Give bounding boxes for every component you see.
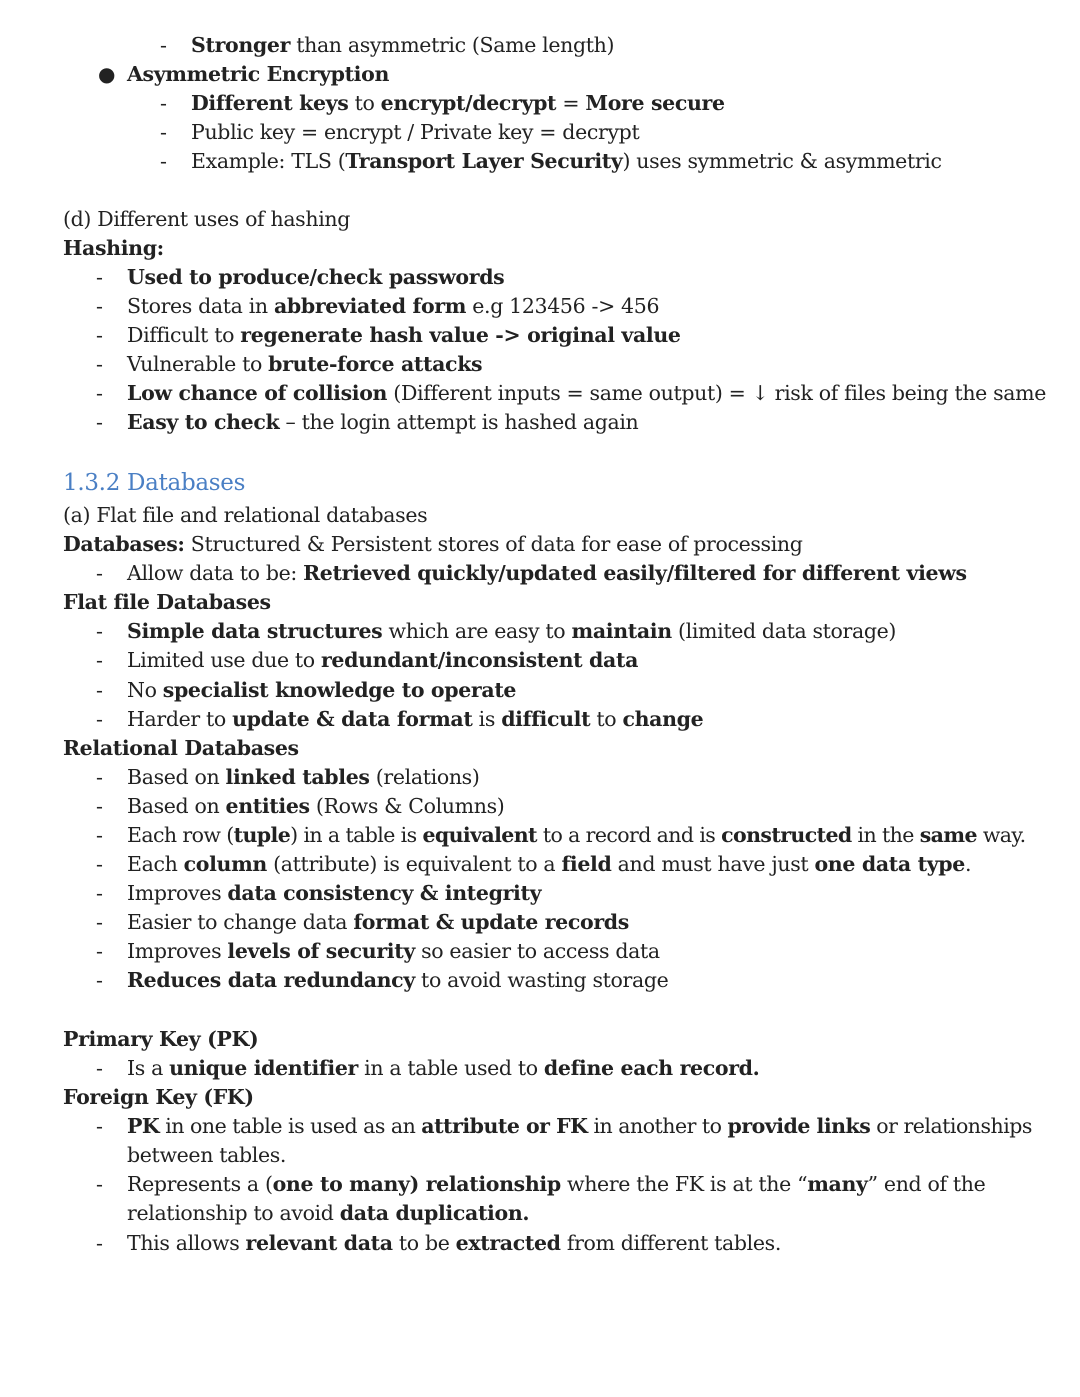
text-segment: redundant/inconsistent data [320,648,638,672]
text-segment: same [919,823,977,847]
list-dash: - [96,1114,103,1138]
hashing-item [127,408,638,437]
list-dash: - [96,881,103,905]
text-segment: abbreviated form [273,294,467,318]
foreign-key-item [127,1229,781,1258]
text-segment: equivalent [422,823,537,847]
text-segment: extracted [455,1231,561,1255]
text-segment: to [348,91,381,115]
text-segment: format & update records [353,910,629,934]
relational-item [127,821,1026,850]
text-segment: attribute or FK [421,1114,588,1138]
text-segment: Improves [127,881,228,905]
list-dash: - [96,619,103,643]
text-segment: from different tables. [560,1231,782,1255]
text-segment: . [964,852,972,876]
text-segment: to [590,707,623,731]
text-segment: Databases: [63,532,185,556]
list-dash: - [96,678,103,702]
text-segment: ” end of the [867,1172,986,1196]
hashing-item [127,321,681,350]
text-segment: unique identifier [169,1056,358,1080]
relational-title: Relational Databases [63,736,299,760]
relational-item [127,792,504,821]
text-segment: – the login attempt is hashed again [279,410,639,434]
list-dash: - [96,1056,103,1080]
hashing-item [127,263,504,292]
text-segment: e.g 123456 -> 456 [466,294,660,318]
list-dash: - [96,323,103,347]
primary-key-item [127,1054,759,1083]
text-segment: or relationships [870,1114,1032,1138]
text-segment: Different keys [191,91,349,115]
relational-item [127,937,660,966]
text-segment: which are easy to [382,619,572,643]
symmetric-item [191,31,614,60]
list-dash: - [96,648,103,672]
text-segment: than asymmetric (Same length) [290,33,615,57]
list-dash: - [160,149,167,173]
text-segment: (Rows & Columns) [309,794,505,818]
text-segment: is [472,707,502,731]
text-segment: Stronger [191,33,291,57]
text-segment: Allow data to be: [127,561,304,585]
text-segment: encrypt/decrypt [380,91,557,115]
text-segment: Limited use due to [127,648,321,672]
text-segment: brute-force attacks [268,352,483,376]
list-dash: - [160,120,167,144]
text-segment: in one table is used as an [159,1114,422,1138]
text-segment: Improves [127,939,228,963]
text-segment: between tables. [127,1143,287,1167]
text-segment: provide links [727,1114,871,1138]
text-segment: to avoid wasting storage [414,968,669,992]
list-dash: - [96,765,103,789]
text-segment: Difficult to [127,323,241,347]
text-segment: and must have just [611,852,815,876]
text-segment: Each row ( [127,823,234,847]
text-segment: data duplication. [339,1201,530,1225]
relational-item [127,908,629,937]
text-segment: change [622,707,704,731]
foreign-key-item [127,1170,985,1199]
section-heading-databases: 1.3.2 Databases [63,470,246,496]
text-segment: column [183,852,267,876]
text-segment: Retrieved quickly/updated easily/filtered for different views [303,561,967,585]
text-segment: (limited data storage) [671,619,897,643]
text-segment: many [807,1172,868,1196]
flat-file-item [127,617,896,646]
text-segment: tuple [233,823,291,847]
asymmetric-item [191,147,942,176]
flat-file-item [127,646,638,675]
list-dash: - [96,939,103,963]
list-dash: - [96,294,103,318]
text-segment: Is a [127,1056,170,1080]
list-dash: - [96,823,103,847]
text-segment: difficult [501,707,591,731]
primary-key-title: Primary Key (PK) [63,1027,259,1051]
databases-item [127,559,967,588]
list-dash: - [96,352,103,376]
text-segment: Reduces data redundancy [127,968,415,992]
text-segment: update & data format [232,707,473,731]
text-segment: Represents a ( [127,1172,273,1196]
text-segment: (attribute) is equivalent to a [266,852,562,876]
foreign-key-item [127,1112,1032,1141]
text-segment: Used to produce/check passwords [127,265,505,289]
list-dash: - [160,33,167,57]
text-segment: define each record. [543,1056,760,1080]
list-dash: - [96,968,103,992]
relational-item [127,850,971,879]
relational-item [127,879,541,908]
text-segment: data consistency & integrity [227,881,542,905]
databases-definition [63,530,803,559]
flat-file-item [127,705,703,734]
text-segment: ) uses symmetric & asymmetric [622,149,942,173]
text-segment: to be [392,1231,456,1255]
list-dash: - [96,410,103,434]
text-segment: Stores data in [127,294,274,318]
text-segment: More secure [585,91,725,115]
text-segment: Simple data structures [127,619,383,643]
databases-subheading: (a) Flat file and relational databases [63,503,428,527]
asymmetric-item [191,118,639,147]
text-segment: way. [976,823,1026,847]
text-segment: Easy to check [127,410,280,434]
text-segment: maintain [571,619,672,643]
list-dash: - [96,265,103,289]
text-segment: constructed [721,823,852,847]
list-dash: - [96,910,103,934]
hashing-subheading: (d) Different uses of hashing [63,207,351,231]
foreign-key-item-continued [127,1199,529,1228]
text-segment: in the [851,823,920,847]
text-segment: one data type [814,852,965,876]
relational-item [127,966,668,995]
text-segment: Public key = encrypt / Private key = decrypt [191,120,640,144]
hashing-item [127,379,1046,408]
text-segment: Structured & Persistent stores of data for ease of processing [184,532,803,556]
text-segment: Based on [127,794,226,818]
text-segment: in a table used to [357,1056,544,1080]
text-segment: Each [127,852,184,876]
list-dash: - [96,1172,103,1196]
list-dash: - [96,561,103,585]
text-segment: Harder to [127,707,233,731]
text-segment: (relations) [369,765,480,789]
relational-item [127,763,480,792]
text-segment: specialist knowledge to operate [162,678,517,702]
text-segment: Example: TLS ( [191,149,346,173]
list-dash: - [96,1231,103,1255]
bullet-icon: ● [98,62,116,86]
list-dash: - [96,381,103,405]
list-dash: - [160,91,167,115]
text-segment: in another to [587,1114,728,1138]
text-segment: Easier to change data [127,910,354,934]
text-segment: relationship to avoid [127,1201,340,1225]
text-segment: PK [127,1114,160,1138]
foreign-key-title: Foreign Key (FK) [63,1085,254,1109]
asymmetric-item [191,89,725,118]
text-segment: levels of security [227,939,415,963]
text-segment: (Different inputs = same output) = ↓ risk of files being the same [387,381,1047,405]
text-segment: so easier to access data [414,939,660,963]
text-segment: ) in a table is [290,823,423,847]
list-dash: - [96,707,103,731]
text-segment: Low chance of collision [127,381,388,405]
text-segment: relevant data [245,1231,393,1255]
text-segment: regenerate hash value -> original value [240,323,681,347]
hashing-title: Hashing: [63,236,164,260]
text-segment: No [127,678,163,702]
text-segment: linked tables [225,765,370,789]
hashing-item [127,350,482,379]
asymmetric-title: Asymmetric Encryption [127,62,390,86]
flat-file-item [127,676,516,705]
text-segment: Transport Layer Security [345,149,623,173]
flat-file-title: Flat file Databases [63,590,271,614]
list-dash: - [96,852,103,876]
text-segment: one to many) relationship [272,1172,561,1196]
text-segment: field [561,852,612,876]
text-segment: where the FK is at the “ [560,1172,808,1196]
text-segment: entities [225,794,310,818]
text-segment: Based on [127,765,226,789]
text-segment: to a record and is [536,823,722,847]
foreign-key-item-continued [127,1141,286,1170]
text-segment: This allows [127,1231,246,1255]
hashing-item [127,292,659,321]
text-segment: Vulnerable to [127,352,269,376]
text-segment: = [556,91,586,115]
list-dash: - [96,794,103,818]
